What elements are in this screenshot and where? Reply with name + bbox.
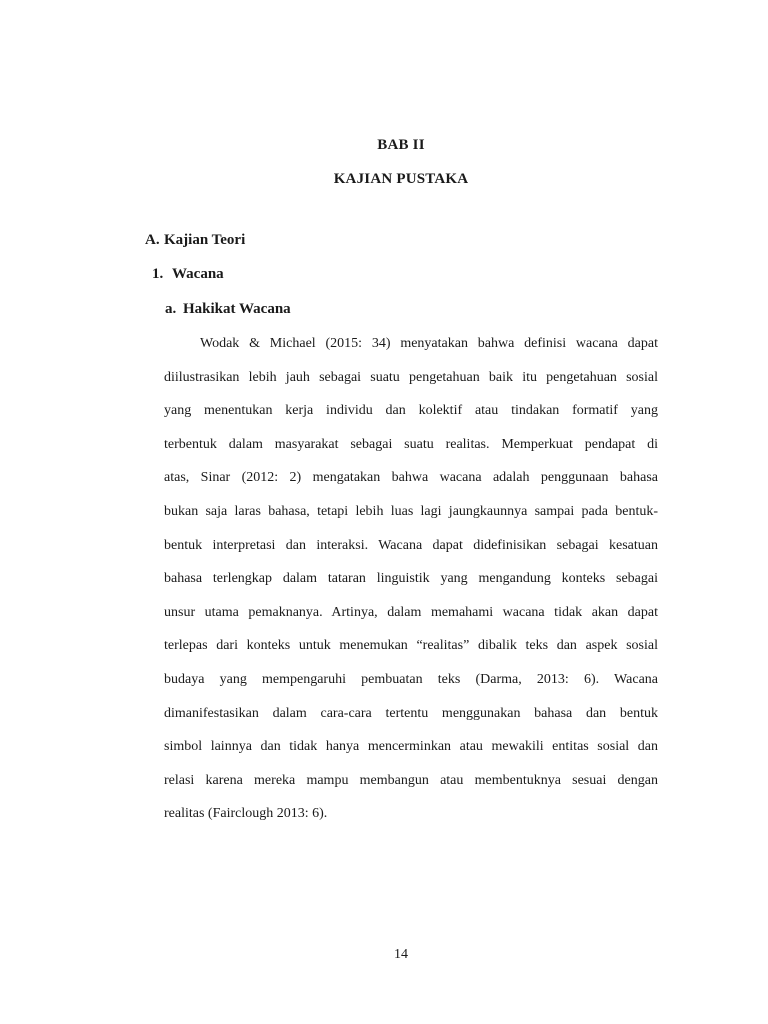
paragraph-line: dimanifestasikan dalam cara-cara tertentu menggunakan bahasa dan bentuk: [164, 705, 658, 721]
body-paragraph: [164, 327, 658, 831]
paragraph-line: relasi karena mereka mampu membangun atau membentuknya sesuai dengan: [164, 772, 658, 788]
section-heading-text: Kajian Teori: [164, 232, 246, 248]
page-number: 14: [394, 947, 408, 962]
paragraph-line: bentuk interpretasi dan interaksi. Wacana dapat didefinisikan sebagai kesatuan: [164, 537, 658, 553]
paragraph-line: bukan saja laras bahasa, tetapi lebih luas lagi jaungkaunnya sampai pada bentuk-: [164, 503, 658, 519]
subsection-heading-text: Wacana: [172, 266, 224, 282]
paragraph-line: Wodak & Michael (2015: 34) menyatakan bahwa definisi wacana dapat: [200, 336, 658, 351]
paragraph-line: unsur utama pemaknanya. Artinya, dalam memahami wacana tidak akan dapat: [164, 604, 658, 620]
paragraph-line: bahasa terlengkap dalam tataran linguistik yang mengandung konteks sebagai: [164, 571, 658, 587]
paragraph-line: terlepas dari konteks untuk menemukan “realitas” dibalik teks dan aspek sosial: [164, 638, 658, 654]
subsection-marker: 1.: [152, 266, 164, 282]
subsubsection-heading-hakikat-wacana: [165, 301, 291, 318]
section-marker: A.: [145, 232, 160, 248]
section-heading-kajian-teori: [145, 232, 245, 249]
paragraph-line: diilustrasikan lebih jauh sebagai suatu pengetahuan baik itu pengetahuan sosial: [164, 369, 658, 385]
paragraph-line: yang menentukan kerja individu dan kolektif atau tindakan formatif yang: [164, 403, 658, 419]
chapter-number: BAB II: [377, 137, 425, 153]
subsection-heading-wacana: [152, 266, 224, 283]
paragraph-line: budaya yang mempengaruhi pembuatan teks (Darma, 2013: 6). Wacana: [164, 671, 658, 687]
paragraph-line: realitas (Fairclough 2013: 6).: [164, 806, 328, 822]
paragraph-line: terbentuk dalam masyarakat sebagai suatu realitas. Memperkuat pendapat di: [164, 436, 658, 452]
paragraph-line: atas, Sinar (2012: 2) mengatakan bahwa wacana adalah penggunaan bahasa: [164, 470, 658, 486]
subsubsection-heading-text: Hakikat Wacana: [183, 301, 291, 317]
chapter-title: KAJIAN PUSTAKA: [333, 171, 469, 187]
subsubsection-marker: a.: [165, 301, 177, 317]
paragraph-line: simbol lainnya dan tidak hanya mencerminkan atau mewakili entitas sosial dan: [164, 739, 658, 755]
